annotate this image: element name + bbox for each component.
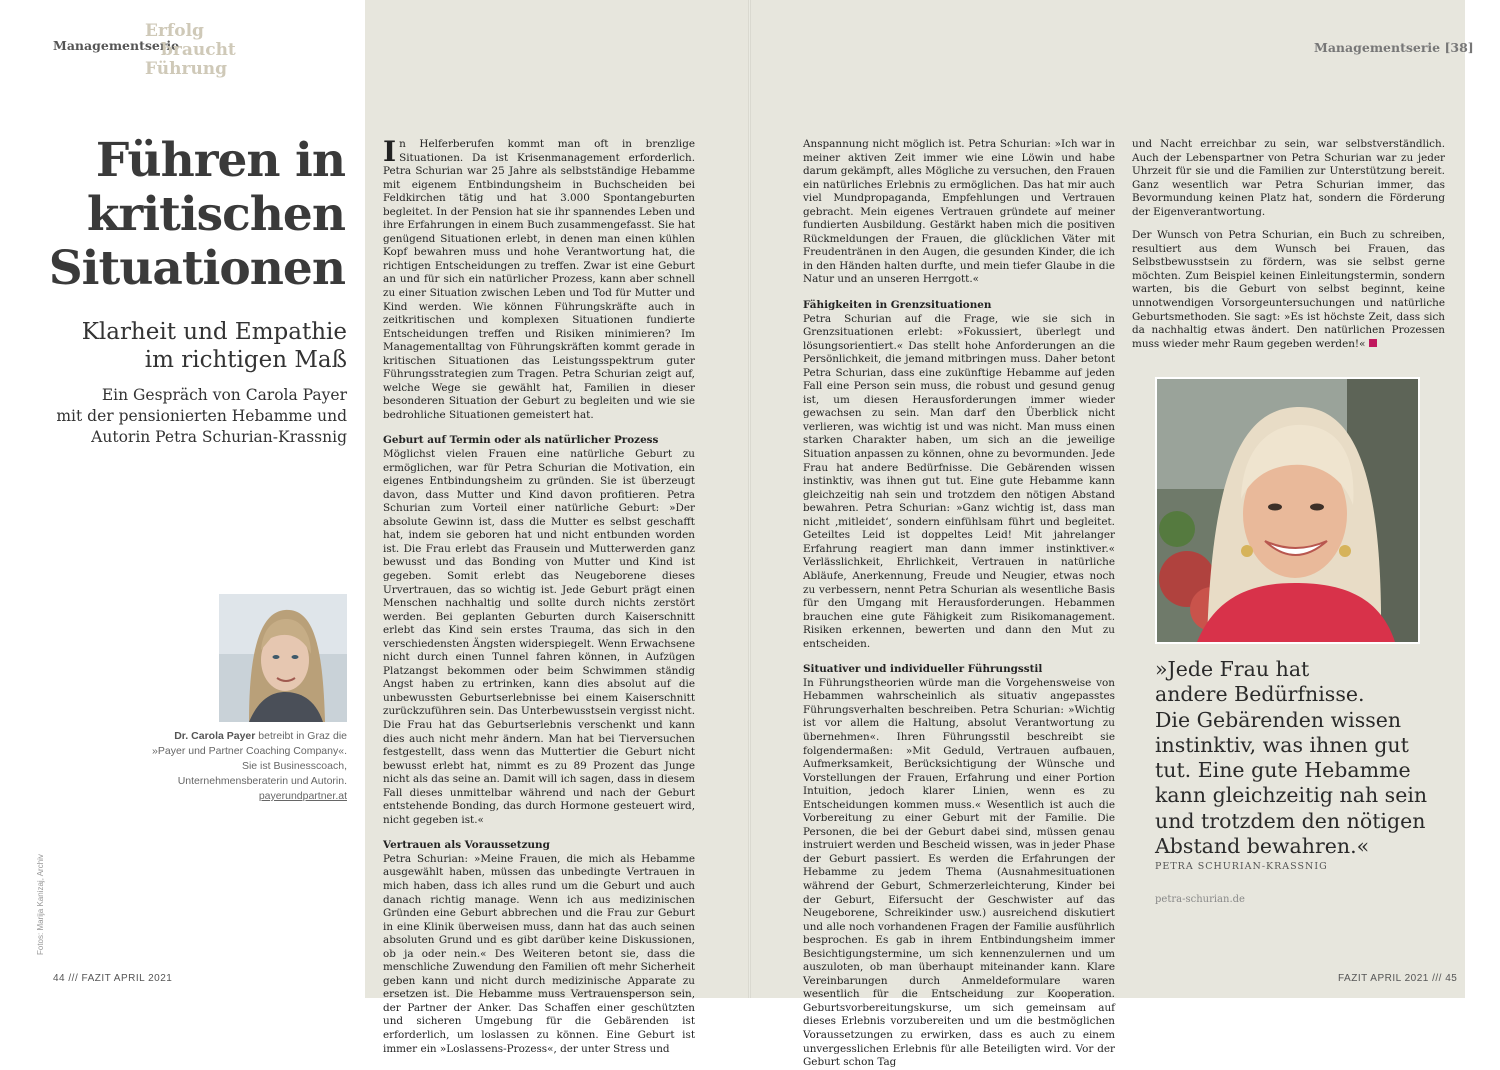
author-photo	[219, 594, 347, 722]
quote-line: kann gleichzeitig nah sein	[1155, 783, 1428, 808]
quote-line: »Jede Frau hat	[1155, 657, 1310, 681]
series-logo	[145, 22, 236, 79]
intro-line: Ein Gespräch von Carola Payer	[101, 386, 347, 404]
paragraph: Petra Schurian: »Meine Frauen, die mich als Hebamme ausgewählt haben, müssen das unbedingte Vertrauen in mich haben, dass ich alles rund um die Geburt und auch danach richtig manage. Wenn ich aus medizinischen Gründen eine Geburt abbrechen und die Frau zur Geburt in eine Klinik überweisen muss, dann hat das auch seinen absoluten Grund und es gibt darüber keine Diskussionen, ob ja oder nein.« Des Weiteren betont sie, dass die menschliche Zuwendung den Familien oft mehr Sicherheit geben kann und nicht durch medizinische Apparate zu ersetzen ist. Die Hebamme muss Vertrauensperson sein, der Partner der Anker. Das Schaffen einer geschützten und sicheren Umgebung für die Gebärenden ist erforderlich, um loslassen zu können. Eine Geburt ist immer ein »Loslassens-Prozess«, der unter Stress und	[383, 852, 695, 1055]
subtitle-line: im richtigen Maß	[144, 347, 347, 373]
logo-line-1: Erfolg	[145, 21, 204, 41]
right-page-margin	[1465, 0, 1500, 998]
paragraph	[383, 135, 695, 422]
website-link[interactable]: petra-schurian.de	[1155, 894, 1245, 905]
paragraph: In Führungstheorien würde man die Vorgehensweise von Hebammen wahrscheinlich als situativ angepasstes Führungsverhalten beschreiben. Petra Schurian: »Wichtig ist vor allem die Haltung, absolut Verantwortung zu übernehmen«. Ihren Führungsstil beschreibt sie folgendermaßen: »Mit Geduld, Vertrauen aufbauen, Aufmerksamkeit, Berücksichtigung der Wünsche und Vorstellungen der Frauen, Erfahrung und einer Portion Intuition, jedoch klarer Linien, wenn es zu Entscheidungen kommen muss.« Wesentlich ist auch die Vorbereitung zu einer Geburt mit der Familie. Die Personen, die bei der Geburt dabei sind, müssen genau instruiert werden und Bescheid wissen, was in jeder Phase der Geburt passiert. Es werden die Erfahrungen der Hebamme zu jedem Thema (Ausnahmesituationen während der Geburt, Schmerzerleichterung, Kinder bei der Geburt, Eifersucht der Geschwister auf das Neugeborene, Schreikinder usw.) ausreichend diskutiert und alle noch vorhandenen Fragen der Familie ausführlich besprochen. Es gab in ihrem Entbindungsheim immer Besichtigungstermine, um sich kennenzulernen und um auszuloten, ob man überhaupt miteinander kann. Klare Vereinbarungen durch Anmeldeformulare waren wesentlich für die Entscheidung zur Kooperation. Geburtsvorbereitungskurse, um sich gemeinsam auf dieses Erlebnis vorzubereiten und um die bestmöglichen Voraussetzungen zu erwirken, dass es auch zu einem unvergesslichen Erlebnis für alle Beteiligten wird. Vor der Geburt schon Tag	[803, 676, 1115, 1069]
paragraph: Petra Schurian auf die Frage, wie sie sich in Grenzsituationen erlebt: »Fokussiert, überlegt und lösungsorientiert.« Das stellt hohe Anforderungen an die Persönlichkeit, die jemand mitbringen muss. Daher betont Petra Schurian, dass eine zukünftige Hebamme auf jeden Fall eine Person sein muss, die robust und gesund genug ist, um diesen Herausforderungen immer wieder gewachsen zu sein. Man darf den Überblick nicht verlieren, was wichtig ist und was nicht. Man muss einen starken Charakter haben, um sich an die jeweilige Situation anpassen zu können, ohne zu bevormunden. Jede Frau hat andere Bedürfnisse. Die Gebärenden wissen instinktiv, was ihnen gut tut. Eine gute Hebamme kann gleichzeitig nah sein und trotzdem den nötigen Abstand bewahren. Petra Schurian: »Ganz wichtig ist, dass man nicht ‚mitleidet‘, sondern einfühlsam führt und begleitet. Geteiltes Leid ist doppeltes Leid! Mit jahrelanger Erfahrung reagiert man dann immer instinktiver.« Verlässlichkeit, Ehrlichkeit, Vertrauen in natürliche Abläufe, Anerkennung, Freude und Neugier, etwas noch zu verbessern, nennt Petra Schurian als wesentliche Basis für den Umgang mit Herausforderungen. Hebammen brauchen eine gute Fähigkeit zum Risikomanagement. Risiken erkennen, bewerten und dann den Mut zu entscheiden.	[803, 312, 1115, 650]
author-bio: betreibt in Graz die »Payer und Partner Coaching Company«. Sie ist Businesscoach, Unternehmensberaterin und Autorin.	[152, 730, 347, 787]
quote-author: PETRA SCHURIAN-KRASSNIG	[1155, 861, 1328, 872]
logo-line-2: braucht	[161, 40, 236, 60]
section-heading: Geburt auf Termin oder als natürlicher Prozess	[383, 434, 659, 447]
author-name: Dr. Carola Payer	[174, 730, 256, 742]
interviewee-photo	[1155, 377, 1420, 644]
paragraph: Anspannung nicht möglich ist. Petra Schurian: »Ich war in meiner aktiven Zeit immer wie eine Löwin und habe darum gekämpft, alles Mögliche zu versuchen, den Frauen ein natürliches Erlebnis zu ermöglichen. Das hat mir auch viel Mundpropaganda, Empfehlungen und Vertrauen gebracht. Mein eigenes Vertrauen gründete auf meiner fundierten Ausbildung. Gestärkt haben mich die positiven Rückmeldungen der Frauen, die glücklichen Väter mit Freudentränen in den Augen, die gesunden Kinder, die ich in den Händen halten durfte, und mein tiefer Glaube in die Natur und an unseren Herrgott.«	[803, 138, 1115, 286]
article-subtitle	[27, 318, 347, 374]
paragraph: und Nacht erreichbar zu sein, war selbstverständlich. Auch der Lebenspartner von Petra Schurian war zu jeder Uhrzeit für sie und die Familien zur Unterstützung bereit. Ganz wesentlich war Petra Schurian immer, das Bevormundung keinen Platz hat, sondern die Förderung der Eigenverantwortung.	[1132, 138, 1445, 218]
title-line: kritischen	[86, 187, 345, 242]
title-line: Situationen	[48, 241, 345, 296]
footer-right: FAZIT APRIL 2021 /// 45	[1338, 973, 1458, 984]
section-heading: Fähigkeiten in Grenzsituationen	[803, 299, 992, 312]
text-column-1	[383, 135, 695, 1056]
paragraph-text: Der Wunsch von Petra Schurian, ein Buch zu schreiben, resultiert aus dem Wunsch bei Frauen, das Selbstbewusstsein zu fördern, was sie selbst gerne möchten. Zum Beispiel keinen Einleitungstermin, sondern warten, bis die Geburt von selbst beginnt, keine unnotwendigen Vorsorgeuntersuchungen und natürliche Geburtsmethoden. Sie sagt: »Es ist höchste Zeit, dass sich da nachhaltig etwas ändert. Den natürlichen Prozessen muss wieder mehr Raum gegeben werden!«	[1132, 229, 1445, 350]
author-caption	[150, 729, 347, 804]
text-column-3	[1132, 138, 1445, 351]
quote-line: andere Bedürfnisse.	[1155, 682, 1365, 707]
title-line: Führen in	[95, 133, 345, 188]
footer-left: 44 /// FAZIT APRIL 2021	[53, 973, 173, 984]
article-intro	[27, 385, 347, 448]
photo-credit: Fotos: Marija Kanizaj, Archiv	[36, 854, 45, 955]
quote-line: und trotzdem den nötigen	[1155, 808, 1426, 833]
paragraph-text: n Helferberufen kommt man oft in brenzlige Situationen. Da ist Krisenmanagement erforderlich. Petra Schurian war 25 Jahre als selbstständige Hebamme mit eigenem Entbindungsheim in Buchscheiden bei Feldkirchen tätig und hat 3.000 Spontangeburten begleitet. In der Pension hat sie ihr spannendes Leben und ihre Erfahrungen in einem Buch zusammengefasst. Sie hat genügend Situationen erlebt, in denen man einen kühlen Kopf bewahren muss und hohe Verantwortung hat, die richtigen Entscheidungen zu treffen. Zwar ist eine Geburt an und für sich ein natürlicher Prozess, kann aber schnell zu einer Situation zwischen Leben und Tod für Mutter und Kind werden. Wie können Führungskräfte auch in zeitkritischen und komplexen Situationen fundierte Entscheidungen treffen und Risiken minimieren? Im Managementalltag von Führungskräften kommt gerade in kritischen Situationen das Leistungsspektrum guter Führungsstrategien zum Tragen. Petra Schurian zeigt auf, welche Wege sie gewählt hat, Familien in dieser besonderen Situation der Geburt zu begleiten und wie sie bedrohliche Situationen gemeistert hat.	[383, 138, 695, 421]
drop-cap: I	[383, 135, 397, 168]
paragraph: Möglichst vielen Frauen eine natürliche Geburt zu ermöglichen, war für Petra Schurian die Motivation, ein eigenes Entbindungsheim zu gründen. Sie ist überzeugt davon, dass Mutter und Kind davon profitieren. Petra Schurian zum Vorteil einer natürliche Geburt: »Der absolute Gewinn ist, dass die Mutter es selbst geschafft hat, indem sie geboren hat und nicht entbunden worden ist. Die Frau erlebt das Frausein und Mutterwerden ganz bewusst und das Bonding von Mutter und Kind ist gegeben. Somit erlebt das Neugeborene dieses Urvertrauen, das so wichtig ist. Jede Geburt prägt einen Menschen nachhaltig und sollte durch nichts zerstört werden. Bei geplanten Geburten durch Kaiserschnitt erlebt das Kind sein erstes Trauma, das sich in den verschiedensten Ängsten widerspiegelt. Wenn Erwachsene nicht durch einen Tunnel fahren können, in Aufzügen Platzangst bekommen oder beim Schwimmen ständig Angst haben zu ertrinken, kann dies absolut auf die unbewussten Geburtserlebnisse bei einem Kaiserschnitt zurückzuführen sein. Das Unterbewusstsein vergisst nicht. Die Frau hat das Geburtserlebnis verschenkt und kann dies auch nicht mehr ändern. Man hat bei Tierversuchen festgestellt, dass wenn das Muttertier die Geburt nicht bewusst erlebt hat, nimmt es zu 89 Prozent das Junge nicht als das seine an. Damit will ich sagen, dass in diesem Fall dieses unmittelbar während und nach der Geburt entstehende Bonding, das durch Hormone gesteuert wird, nicht gegeben ist.«	[383, 448, 695, 826]
article-title	[25, 134, 345, 296]
quote-line: tut. Eine gute Hebamme	[1155, 758, 1411, 783]
intro-line: mit der pensionierten Hebamme und	[56, 407, 347, 425]
text-column-2	[803, 138, 1115, 1070]
end-mark-icon	[1369, 339, 1377, 347]
paragraph	[1132, 229, 1445, 351]
series-label-right: Managementserie [38]	[1314, 40, 1474, 55]
section-heading: Vertrauen als Voraussetzung	[383, 839, 550, 852]
section-heading: Situativer und individueller Führungsstil	[803, 663, 1043, 676]
intro-line: Autorin Petra Schurian-Krassnig	[91, 428, 347, 446]
author-link[interactable]: payerundpartner.at	[258, 790, 347, 802]
quote-line: instinktiv, was ihnen gut	[1155, 732, 1409, 757]
quote-line: Abstand bewahren.«	[1155, 834, 1370, 859]
series-label-left: Managementserie	[53, 38, 180, 53]
logo-line-3: Führung	[145, 59, 228, 79]
pull-quote	[1155, 657, 1445, 859]
quote-line: Die Gebärenden wissen	[1155, 707, 1402, 732]
subtitle-line: Klarheit und Empathie	[81, 319, 347, 345]
